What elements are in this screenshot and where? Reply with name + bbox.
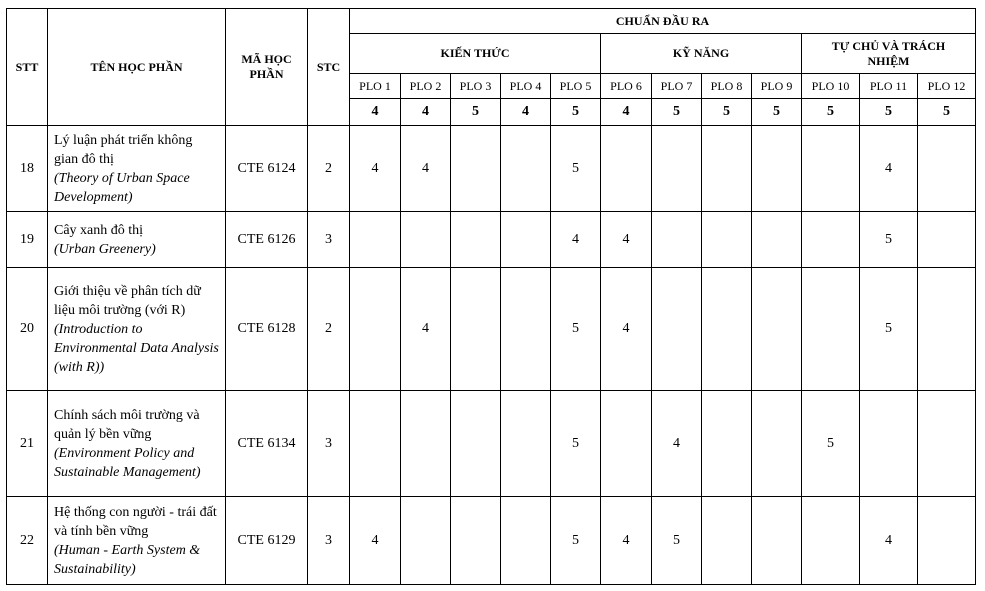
header-weight-4: 4 (501, 99, 551, 126)
row-plo-9-cell (752, 212, 802, 268)
row-credits: 3 (308, 212, 350, 268)
header-stt: STT (7, 9, 48, 126)
table-row (7, 391, 976, 497)
row-plo-10-cell (802, 268, 860, 391)
row-plo-1-cell (350, 212, 401, 268)
row-stt: 20 (7, 268, 48, 391)
header-weight-8: 5 (702, 99, 752, 126)
table-row (7, 212, 976, 268)
header-plo-7: PLO 7 (652, 74, 702, 99)
row-plo-3-cell (451, 497, 501, 585)
header-plo-3: PLO 3 (451, 74, 501, 99)
row-plo-5-cell: 4 (551, 212, 601, 268)
row-plo-10-cell: 5 (802, 391, 860, 497)
row-plo-8-cell (702, 212, 752, 268)
row-plo-1-cell: 4 (350, 126, 401, 212)
course-name-english: (Environment Policy and Sustainable Management) (54, 445, 201, 480)
table-body (7, 126, 976, 585)
header-group-3: TỰ CHỦ VÀ TRÁCH NHIỆM (802, 34, 976, 74)
row-plo-9-cell (752, 268, 802, 391)
row-stt: 21 (7, 391, 48, 497)
header-weight-6: 4 (601, 99, 652, 126)
row-course-name (48, 212, 226, 268)
row-plo-12-cell (918, 126, 976, 212)
row-stt: 22 (7, 497, 48, 585)
row-plo-4-cell (501, 126, 551, 212)
row-plo-6-cell (601, 391, 652, 497)
header-weight-10: 5 (802, 99, 860, 126)
row-course-code: CTE 6129 (226, 497, 308, 585)
row-plo-4-cell (501, 212, 551, 268)
row-stt: 19 (7, 212, 48, 268)
header-plo-5: PLO 5 (551, 74, 601, 99)
course-name-vietnamese: Chính sách môi trường và quản lý bền vững (54, 407, 200, 442)
row-plo-1-cell: 4 (350, 497, 401, 585)
row-plo-12-cell (918, 497, 976, 585)
header-weight-7: 5 (652, 99, 702, 126)
row-plo-2-cell (401, 212, 451, 268)
header-group-2: KỸ NĂNG (601, 34, 802, 74)
header-credits: STC (308, 9, 350, 126)
row-plo-6-cell: 4 (601, 497, 652, 585)
course-name-english: (Theory of Urban Space Development) (54, 170, 190, 205)
row-plo-1-cell (350, 268, 401, 391)
header-weight-3: 5 (451, 99, 501, 126)
row-plo-10-cell (802, 126, 860, 212)
row-credits: 2 (308, 126, 350, 212)
row-plo-4-cell (501, 497, 551, 585)
header-weight-1: 4 (350, 99, 401, 126)
row-plo-9-cell (752, 126, 802, 212)
row-credits: 3 (308, 391, 350, 497)
header-plo-8: PLO 8 (702, 74, 752, 99)
row-plo-7-cell (652, 126, 702, 212)
row-plo-6-cell (601, 126, 652, 212)
row-stt: 18 (7, 126, 48, 212)
header-plo-9: PLO 9 (752, 74, 802, 99)
header-group-1: KIẾN THỨC (350, 34, 601, 74)
row-course-name (48, 497, 226, 585)
row-plo-11-cell: 4 (860, 497, 918, 585)
row-course-name (48, 126, 226, 212)
row-plo-1-cell (350, 391, 401, 497)
row-plo-7-cell (652, 268, 702, 391)
row-plo-4-cell (501, 391, 551, 497)
row-plo-3-cell (451, 268, 501, 391)
row-plo-11-cell: 5 (860, 268, 918, 391)
row-plo-2-cell: 4 (401, 126, 451, 212)
row-plo-6-cell: 4 (601, 212, 652, 268)
course-name-vietnamese: Hệ thống con người - trái đất và tính bền vững (54, 504, 217, 539)
row-course-name (48, 391, 226, 497)
row-plo-5-cell: 5 (551, 391, 601, 497)
table-row (7, 268, 976, 391)
header-plo-6: PLO 6 (601, 74, 652, 99)
row-plo-4-cell (501, 268, 551, 391)
row-plo-7-cell: 4 (652, 391, 702, 497)
header-plo-10: PLO 10 (802, 74, 860, 99)
row-plo-3-cell (451, 212, 501, 268)
row-plo-8-cell (702, 126, 752, 212)
row-course-code: CTE 6126 (226, 212, 308, 268)
header-course-name: TÊN HỌC PHẦN (48, 9, 226, 126)
table-row (7, 497, 976, 585)
row-plo-11-cell (860, 391, 918, 497)
course-name-english: (Human - Earth System & Sustainability) (54, 542, 201, 577)
row-course-code: CTE 6134 (226, 391, 308, 497)
row-plo-7-cell: 5 (652, 497, 702, 585)
row-plo-12-cell (918, 212, 976, 268)
row-plo-9-cell (752, 497, 802, 585)
plo-matrix-table (6, 8, 976, 585)
header-plo-4: PLO 4 (501, 74, 551, 99)
row-plo-10-cell (802, 497, 860, 585)
row-plo-6-cell: 4 (601, 268, 652, 391)
row-plo-5-cell: 5 (551, 497, 601, 585)
row-plo-8-cell (702, 391, 752, 497)
header-plo-11: PLO 11 (860, 74, 918, 99)
course-name-vietnamese: Cây xanh đô thị (54, 222, 144, 238)
course-name-vietnamese: Lý luận phát triển không gian đô thị (54, 132, 193, 167)
row-course-name (48, 268, 226, 391)
course-name-english: (Urban Greenery) (54, 241, 156, 257)
course-name-vietnamese: Giới thiệu về phân tích dữ liệu môi trường (với R) (54, 283, 201, 318)
row-course-code: CTE 6124 (226, 126, 308, 212)
row-course-code: CTE 6128 (226, 268, 308, 391)
row-plo-7-cell (652, 212, 702, 268)
course-name-english: (Introduction to Environmental Data Analysis (with R)) (54, 321, 219, 375)
row-plo-2-cell (401, 391, 451, 497)
row-plo-2-cell: 4 (401, 268, 451, 391)
header-weight-12: 5 (918, 99, 976, 126)
row-plo-11-cell: 5 (860, 212, 918, 268)
header-outcomes: CHUẨN ĐẦU RA (350, 9, 976, 34)
row-plo-12-cell (918, 391, 976, 497)
row-plo-8-cell (702, 268, 752, 391)
header-weight-11: 5 (860, 99, 918, 126)
table-row (7, 126, 976, 212)
row-plo-8-cell (702, 497, 752, 585)
row-plo-3-cell (451, 391, 501, 497)
row-plo-2-cell (401, 497, 451, 585)
row-plo-3-cell (451, 126, 501, 212)
row-plo-9-cell (752, 391, 802, 497)
header-weight-2: 4 (401, 99, 451, 126)
row-plo-11-cell: 4 (860, 126, 918, 212)
row-credits: 3 (308, 497, 350, 585)
header-weight-9: 5 (752, 99, 802, 126)
header-plo-2: PLO 2 (401, 74, 451, 99)
header-weight-5: 5 (551, 99, 601, 126)
header-course-code: MÃ HỌC PHẦN (226, 9, 308, 126)
row-plo-5-cell: 5 (551, 268, 601, 391)
row-plo-5-cell: 5 (551, 126, 601, 212)
row-plo-12-cell (918, 268, 976, 391)
table-header (7, 9, 976, 126)
row-plo-10-cell (802, 212, 860, 268)
row-credits: 2 (308, 268, 350, 391)
header-plo-12: PLO 12 (918, 74, 976, 99)
header-plo-1: PLO 1 (350, 74, 401, 99)
